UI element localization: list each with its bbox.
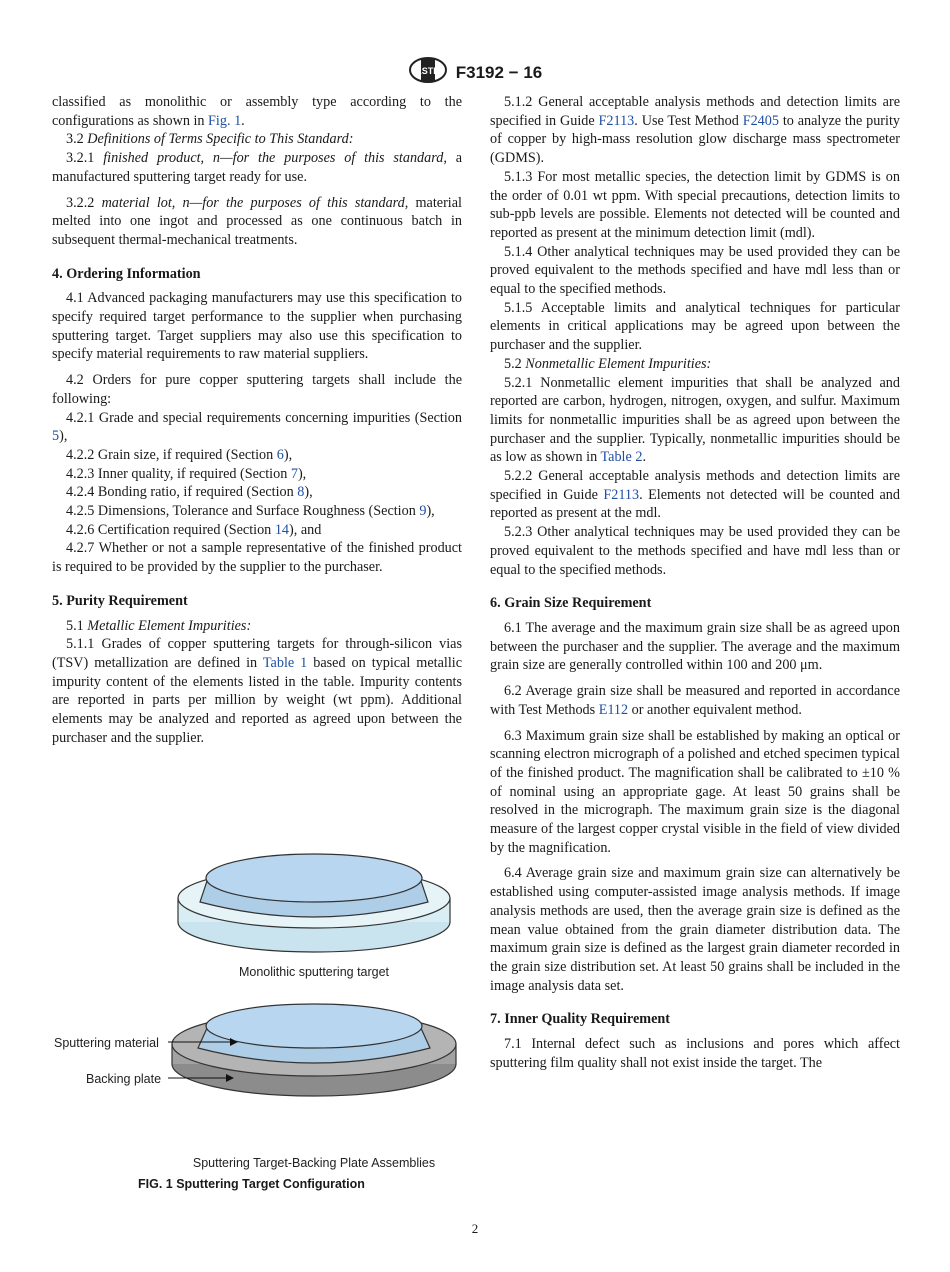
paragraph-3-2-1: 3.2.1 finished product, n—for the purposes of this standard, a manufactured sputtering target ready for use. [52,150,462,185]
label-monolithic: Monolithic sputtering target [238,965,390,979]
page-header [0,56,950,89]
section-heading-5: 5. Purity Requirement [52,592,188,609]
link-section-5[interactable]: 5 [52,428,60,445]
paragraph-4-2-3: 4.2.3 Inner quality, if required (Section 7), [66,465,307,482]
link-section-6[interactable]: 6 [276,446,284,463]
section-heading-6: 6. Grain Size Requirement [490,595,652,612]
paragraph-5-1-2: 5.1.2 General acceptable analysis methods and detection limits are specified in Guide F2113. Use Test Method F2405 to analyze the purity of copper by high-mass resolution glow discharge mass spectrometer (GDMS). [490,94,900,167]
left-column [52,93,462,748]
link-f2113[interactable]: F2113 [598,112,635,129]
paragraph-6-4: 6.4 Average grain size and maximum grain size can alternatively be established using computer-assisted image analysis methods. If image analysis methods are used, then the average grain size is defined as the mean value obtained from the grain diameter distribution data. The maximum grain size is defined as the largest grain diameter recorded in the grain size distribution set. At least 50 grains shall be included in the image analysis data set. [490,865,900,994]
right-column [490,93,900,1072]
paragraph-5-1-5: 5.1.5 Acceptable limits and analytical techniques for particular elements in critical applications may be agreed upon between the purchaser and the supplier. [490,299,900,354]
astm-logo-icon [408,56,448,89]
paragraph-4-2-6: 4.2.6 Certification required (Section 14), and [66,521,322,538]
paragraph-5-1: 5.1 Metallic Element Impurities: [66,617,252,634]
link-section-7[interactable]: 7 [290,465,298,482]
paragraph-6-1: 6.1 The average and the maximum grain size shall be as agreed upon between the purchaser and the supplier. The average and the maximum grain size are generally controlled within 100 and 200 μm. [490,619,900,674]
paragraph-4-2-2: 4.2.2 Grain size, if required (Section 6), [66,446,293,463]
link-f2113-2[interactable]: F2113 [603,486,640,503]
paragraph-4-2-5: 4.2.5 Dimensions, Tolerance and Surface Roughness (Section 9), [66,503,435,520]
paragraph-5-1-3: 5.1.3 For most metallic species, the detection limit by GDMS is on the order of 0.01 wt ppm. With special precautions, detection limits to sub-ppb levels are possible. Elements not detected will be counted and reported as present at the minimum detection limit (mdl). [490,168,900,241]
monolithic-target-illustration [178,854,450,952]
paragraph-7-1: 7.1 Internal defect such as inclusions and pores which affect sputtering film quality shall not exist inside the target. The [490,1036,900,1071]
section-heading-7: 7. Inner Quality Requirement [490,1011,670,1028]
link-f2405[interactable]: F2405 [742,112,779,129]
paragraph-3-2: 3.2 Definitions of Terms Specific to This Standard: [66,131,354,148]
paragraph-6-3: 6.3 Maximum grain size shall be established by making an optical or scanning electron micrograph of a polished and etched specimen typical of the finished product. The magnification shall be calibrated to ±10 % of nominal using an appropriate gage. At least 50 grains shall be resolved in the micrograph. The maximum grain size is the diagonal measure of the largest copper crystal visible in the field of view divided by the magnification. [490,727,900,856]
paragraph-4-2: 4.2 Orders for pure copper sputtering targets shall include the following: [52,372,462,407]
document-id: F3192 − 16 [455,62,543,82]
paragraph-4-2-1: 4.2.1 Grade and special requirements concerning impurities (Section 5), [52,409,462,445]
paragraph-5-2-2: 5.2.2 General acceptable analysis methods and detection limits are specified in Guide F2113. Elements not detected will be counted and reported as present at the mdl. [490,468,900,522]
assembly-target-illustration [172,1004,456,1096]
link-section-9[interactable]: 9 [419,503,427,520]
paragraph-4-1: 4.1 Advanced packaging manufacturers may use this specification to specify required target performance to the supplier when purchasing sputtering target. Target suppliers may also use this specification to specify material requirements to raw material suppliers. [52,290,462,363]
label-sputtering-material: Sputtering material [54,1036,159,1050]
paragraph-4-2-7: 4.2.7 Whether or not a sample representative of the finished product is required to be provided by the supplier to the purchaser. [52,540,462,576]
link-table-1[interactable]: Table 1 [262,654,308,671]
link-fig1[interactable]: Fig. 1 [208,112,242,129]
figure-sputtering-target [52,840,462,1200]
logo-text: ASTM [415,66,441,76]
paragraph-5-1-1: 5.1.1 Grades of copper sputtering targets for through-silicon vias (TSV) metallization are defined in Table 1 based on typical metallic impurity content of the elements listed in the table. Impurity contents are reported in parts per million by weight (wt ppm). Additional elements may be analyzed and reported as agreed upon between the purchaser and the supplier. [52,636,462,746]
link-section-14[interactable]: 14 [274,521,289,538]
paragraph: classified as monolithic or assembly type according to the configurations as shown in Fig. 1. [52,94,462,129]
link-e112[interactable]: E112 [598,701,629,718]
paragraph-5-2-1: 5.2.1 Nonmetallic element impurities that shall be analyzed and reported are carbon, hydrogen, nitrogen, oxygen, and sulfur. Maximum limits for nonmetallic impurities shall be as agreed upon between the purchaser and the supplier. Typically, nonmetallic impurities should be as low as shown in Table 2. [490,374,900,466]
paragraph-6-2: 6.2 Average grain size shall be measured and reported in accordance with Test Methods E112 or another equivalent method. [490,683,900,718]
section-heading-4: 4. Ordering Information [52,265,201,282]
link-table-2[interactable]: Table 2 [600,449,643,466]
label-backing-plate: Backing plate [86,1072,162,1086]
paragraph-5-2: 5.2 Nonmetallic Element Impurities: [504,355,712,372]
figure-caption: FIG. 1 Sputtering Target Configuration [138,1177,365,1191]
link-section-8[interactable]: 8 [297,484,305,501]
page-number: 2 [471,1221,479,1236]
paragraph-5-2-3: 5.2.3 Other analytical techniques may be used provided they can be proved equivalent to the methods specified and have mdl less than or equal to the specified methods. [490,524,900,578]
label-assembly: Sputtering Target-Backing Plate Assemblies [192,1156,436,1170]
paragraph-5-1-4: 5.1.4 Other analytical techniques may be used provided they can be proved equivalent to the methods specified and have mdl less than or equal to the specified methods. [490,243,900,298]
paragraph-4-2-4: 4.2.4 Bonding ratio, if required (Section 8), [66,484,313,501]
paragraph-3-2-2: 3.2.2 material lot, n—for the purposes of this standard, material melted into one ingot and processed as one continuous batch in subsequent thermal-mechanical treatments. [52,194,462,248]
